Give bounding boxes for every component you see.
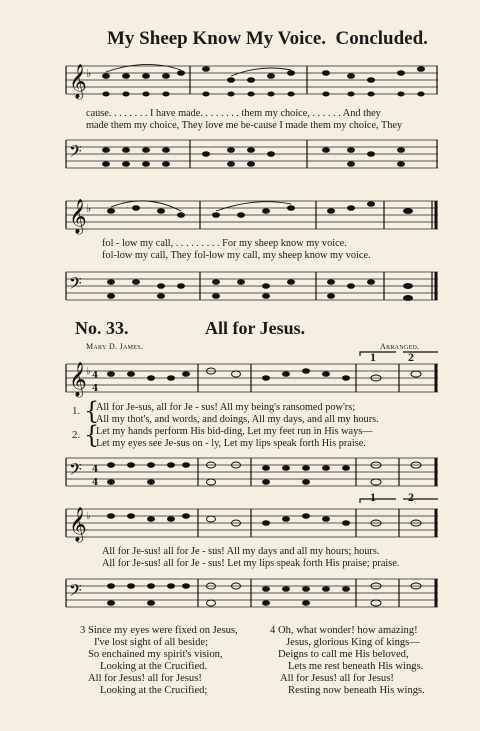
page-title: [107, 28, 428, 50]
bass-staff: [66, 454, 440, 488]
svg-text:4: 4: [92, 478, 99, 488]
stanza-number: 2.: [72, 429, 81, 441]
verse-line: All for Jesus! all for Jesus!: [88, 673, 202, 685]
bass-staff: [66, 575, 440, 609]
svg-text:𝄞: 𝄞: [69, 199, 87, 234]
hymn-number: No. 33.: [75, 318, 129, 338]
svg-text:𝄢: 𝄢: [69, 141, 82, 165]
brace-icon: {: [84, 397, 100, 425]
verse-line: 3 Since my eyes were fixed on Jesus,: [80, 625, 238, 636]
second-ending-label: 2: [408, 350, 415, 364]
verse-4: [270, 625, 425, 698]
treble-staff: [66, 360, 440, 396]
lyric-line: All for Je-sus! all for Je - sus! All my days and all my hours; hours.: [102, 546, 380, 557]
song-title-main: My Sheep Know My Voice.: [107, 28, 327, 49]
arranger-credit: Arranged.: [380, 342, 420, 351]
stanza-number: 1.: [72, 405, 81, 417]
lyric-line: Let my hands perform His bid-ding, Let my feet run in His ways—: [96, 426, 373, 437]
author-credit: Mary D. James.: [86, 342, 144, 351]
svg-text:♭: ♭: [86, 366, 91, 377]
treble-staff: [66, 197, 438, 233]
svg-text:𝄞: 𝄞: [69, 64, 87, 99]
lyric-line: Let my eyes see Je-sus on - ly, Let my lips speak forth His praise.: [96, 438, 366, 449]
lyric-line: made them my choice, They love me be-cause I made them my choice, They: [86, 120, 403, 131]
verse-line: Looking at the Crucified.: [100, 661, 208, 673]
svg-text:4: 4: [92, 371, 99, 381]
bass-staff: [66, 268, 438, 302]
treble-staff: [66, 505, 440, 541]
lyric-line: All for Je-sus, all for Je - sus! All my being's ransomed pow'rs;: [96, 402, 356, 413]
svg-text:𝄢: 𝄢: [69, 459, 82, 483]
verse-line: 4 Oh, what wonder! how amazing!: [270, 625, 418, 636]
svg-text:𝄢: 𝄢: [69, 580, 82, 604]
lyric-line: All my thot's, and words, and doings, All my days, and all my hours.: [96, 414, 379, 425]
verse-line: Resting now beneath His wings.: [288, 685, 425, 697]
svg-text:4: 4: [92, 465, 99, 475]
svg-text:♭: ♭: [86, 67, 92, 80]
verse-line: Jesus, glorious King of kings—: [286, 637, 420, 649]
svg-text:♭: ♭: [86, 511, 91, 522]
lyric-line: fol - low my call, . . . . . . . . . For my sheep know my voice.: [102, 238, 347, 249]
hymn-title: All for Jesus.: [205, 318, 306, 338]
lyric-line: cause. . . . . . . . I have made. . . . . . . . them my choice, . . . . . . And they: [86, 108, 381, 119]
verse-line: Lets me rest beneath His wings.: [288, 661, 424, 673]
svg-text:𝄞: 𝄞: [69, 507, 87, 542]
bass-staff: [66, 136, 438, 170]
second-ending-label: 2: [408, 490, 415, 504]
brace-icon: {: [84, 421, 100, 449]
first-ending-label: 1: [370, 490, 377, 504]
svg-text:♭: ♭: [86, 202, 92, 215]
song-title-suffix: Concluded.: [335, 28, 428, 49]
lyric-line: fol-low my call, They fol-low my call, my sheep know my voice.: [102, 250, 371, 261]
verse-line: I've lost sight of all beside;: [94, 637, 209, 649]
svg-text:𝄢: 𝄢: [69, 273, 82, 297]
verse-line: All for Jesus! all for Jesus!: [280, 673, 394, 685]
verse-line: Deigns to call me His beloved,: [278, 649, 409, 661]
lyric-line: All for Je-sus! all for Je - sus! Let my lips speak forth His praise; praise.: [102, 558, 400, 569]
svg-text:4: 4: [92, 384, 99, 394]
verse-line: So enchained my spirit's vision,: [88, 649, 223, 661]
first-ending-label: 1: [370, 350, 377, 364]
svg-text:𝄞: 𝄞: [69, 362, 87, 397]
treble-staff: [66, 62, 438, 98]
verse-3: [80, 625, 238, 698]
verse-line: Looking at the Crucified;: [100, 685, 208, 697]
